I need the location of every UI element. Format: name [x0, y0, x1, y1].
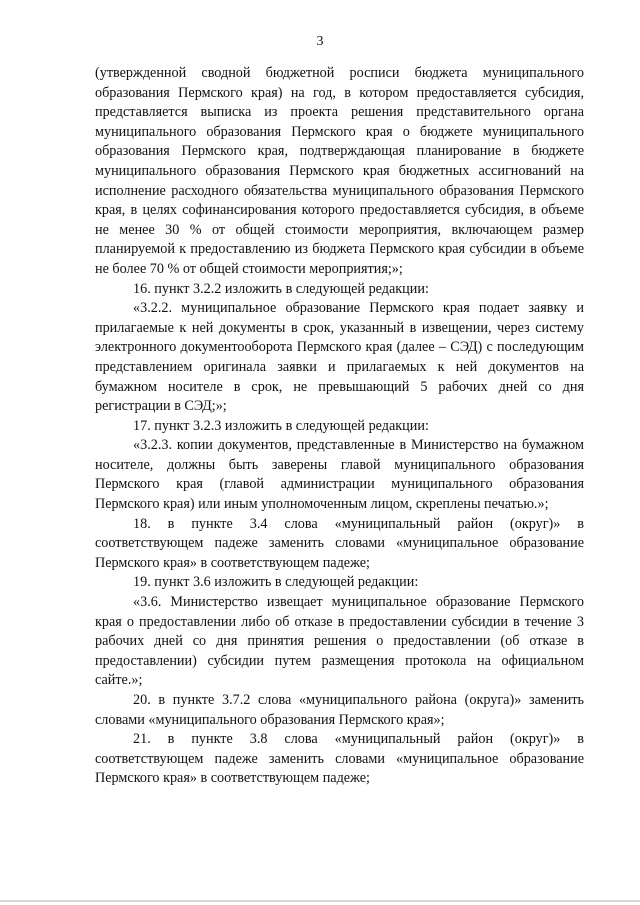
- paragraph-quote-3-2-3: «3.2.3. копии документов, представленные в Министерство на бумажном носителе, должны быть заверены главой муниципального образования Пермского края (главой администрации муниципального образования Пермского края) или иным уполномоченным лицом, скреплены печатью.»;: [95, 437, 584, 513]
- paragraph-item-19: 19. пункт 3.6 изложить в следующей редакции:: [133, 574, 419, 591]
- paragraph-item-17: 17. пункт 3.2.3 изложить в следующей редакции:: [133, 417, 429, 434]
- document-body: [95, 64, 584, 789]
- paragraph-item-16: 16. пункт 3.2.2 изложить в следующей редакции:: [133, 280, 429, 297]
- page-bottom-edge: [0, 900, 640, 902]
- paragraph-quote-3-6: «3.6. Министерство извещает муниципальное образование Пермского края о предоставлении либо об отказе в предоставлении субсидии в течение 3 рабочих дней со дня принятия решения о предоставлении (об отказе в предоставлении) субсидии путем размещения протокола на официальном сайте.»;: [95, 594, 584, 689]
- paragraph-item-18: 18. в пункте 3.4 слова «муниципальный район (округ)» в соответствующем падеже заменить словами «муниципальное образование Пермского края» в соответствующем падеже;: [95, 515, 584, 571]
- page-number: 3: [316, 34, 324, 49]
- paragraph-item-20: 20. в пункте 3.7.2 слова «муниципального района (округа)» заменить словами «муниципального образования Пермского края»;: [95, 692, 584, 728]
- paragraph-continuation: (утвержденной сводной бюджетной росписи бюджета муниципального образования Пермского края) на год, в котором предоставляется субсидия, представляется выписка из проекта решения представительного органа муниципального образования Пермского края о бюджете муниципального образования Пермского края, подтверждающая планирование в бюджете муниципального образования Пермского края бюджетных ассигнований на исполнение расходного обязательства муниципального образования Пермского края, в целях софинансирования которого предоставляется субсидия, в объеме не менее 30 % от общей стоимости мероприятия, включающем размер планируемой к предоставлению из бюджета Пермского края субсидии в объеме не более 70 % от общей стоимости мероприятия;»;: [95, 65, 584, 277]
- paragraph-item-21: 21. в пункте 3.8 слова «муниципальный район (округ)» в соответствующем падеже заменить словами «муниципальное образование Пермского края» в соответствующем падеже;: [95, 731, 584, 787]
- paragraph-quote-3-2-2: «3.2.2. муниципальное образование Пермского края подает заявку и прилагаемые к ней документы в срок, указанный в извещении, через систему электронного документооборота Пермского края (далее – СЭД) с последующим представлением оригинала заявки и прилагаемых к ней документов на бумажном носителе в срок, не превышающий 5 рабочих дней со дня регистрации в СЭД;»;: [95, 300, 584, 415]
